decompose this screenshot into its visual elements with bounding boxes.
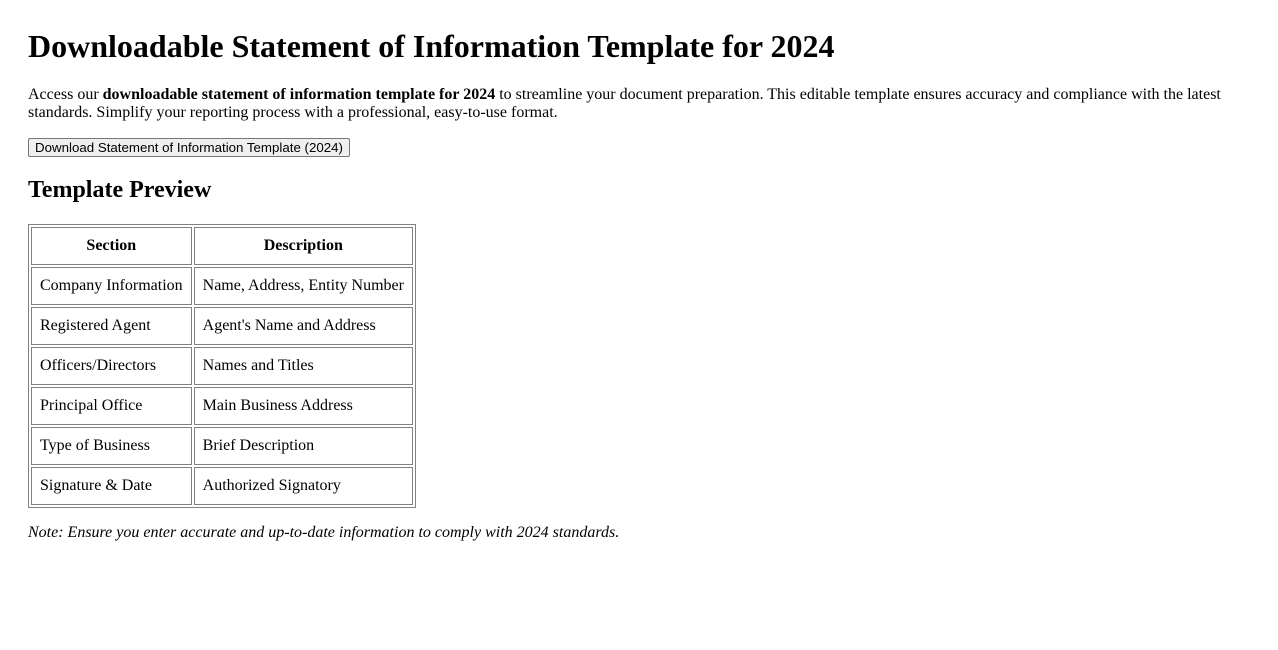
column-header-section: Section [31, 227, 192, 265]
column-header-description: Description [194, 227, 413, 265]
intro-bold-text: downloadable statement of information template for 2024 [102, 86, 496, 103]
download-template-button[interactable]: Download Statement of Information Template (2024) [28, 138, 350, 157]
preview-heading: Template Preview [28, 177, 212, 203]
section-cell: Type of Business [31, 427, 192, 465]
table-row [31, 307, 413, 345]
section-cell: Officers/Directors [31, 347, 192, 385]
description-cell: Name, Address, Entity Number [194, 267, 413, 305]
table-row [31, 267, 413, 305]
section-cell: Company Information [31, 267, 192, 305]
table-header-row [31, 227, 413, 265]
template-preview-table [28, 224, 416, 508]
description-cell: Brief Description [194, 427, 413, 465]
table-row [31, 467, 413, 505]
section-cell: Signature & Date [31, 467, 192, 505]
note: Note: Ensure you enter accurate and up-to-date information to comply with 2024 standards. [28, 524, 620, 541]
intro-paragraph [28, 86, 1250, 122]
section-cell: Registered Agent [31, 307, 192, 345]
intro-text: to streamline your document preparation. This editable template ensures accuracy and compliance with the latest standards. Simplify your reporting process with a professional, easy-to-use format. [28, 86, 1221, 121]
description-cell: Authorized Signatory [194, 467, 413, 505]
table-row [31, 427, 413, 465]
section-cell: Principal Office [31, 387, 192, 425]
description-cell: Agent's Name and Address [194, 307, 413, 345]
page-title: Downloadable Statement of Information Template for 2024 [28, 28, 835, 64]
intro-text: Access our [28, 86, 103, 103]
table-row [31, 347, 413, 385]
description-cell: Names and Titles [194, 347, 413, 385]
description-cell: Main Business Address [194, 387, 413, 425]
table-row [31, 387, 413, 425]
